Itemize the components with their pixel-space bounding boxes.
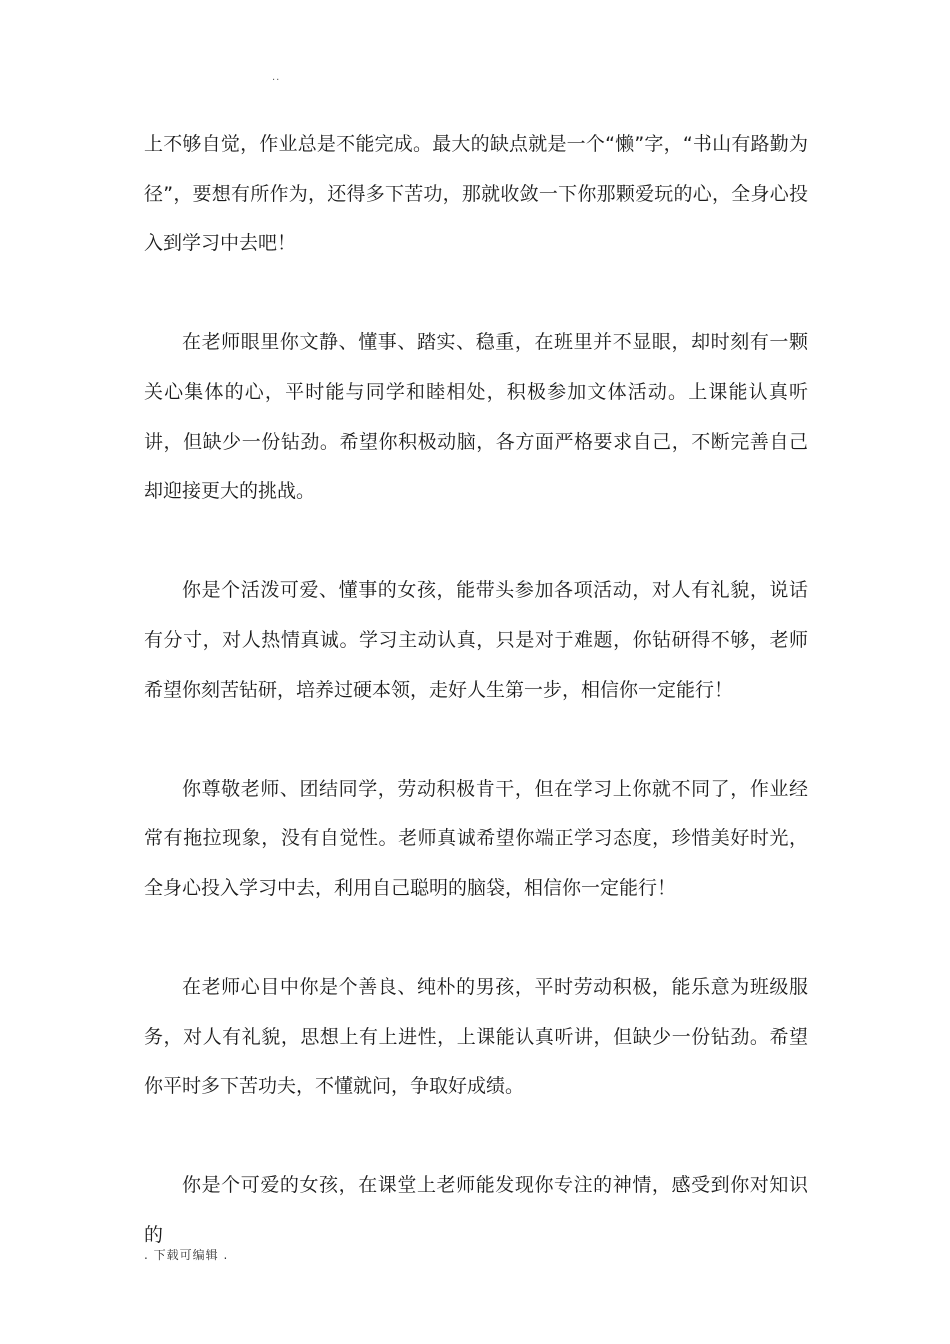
paragraph: 上不够自觉，作业总是不能完成。最大的缺点就是一个“懒”字，“书山有路勤为径”，要想有所作为，还得多下苦功，那就收敛一下你那颗爱玩的心，全身心投入到学习中去吧！ [144, 133, 808, 255]
page-footer: . 下载可编辑 . [144, 1248, 229, 1262]
document-body [144, 120, 808, 1261]
paragraph: 你是个可爱的女孩，在课堂上老师能发现你专注的神情，感受到你对知识的 [144, 1174, 808, 1247]
paragraph: 你尊敬老师、团结同学，劳动积极肯干，但在学习上你就不同了，作业经常有拖拉现象，没有自觉性。老师真诚希望你端正学习态度，珍惜美好时光，全身心投入学习中去，利用自己聪明的脑袋，相信你一定能行！ [144, 777, 808, 899]
header-mark: .. [272, 72, 281, 83]
paragraph: 在老师眼里你文静、懂事、踏实、稳重，在班里并不显眼，却时刻有一颗关心集体的心，平时能与同学和睦相处，积极参加文体活动。上课能认真听讲，但缺少一份钻劲。希望你积极动脑，各方面严格要求自己，不断完善自己却迎接更大的挑战。 [144, 331, 808, 503]
paragraph: 在老师心目中你是个善良、纯朴的男孩，平时劳动积极，能乐意为班级服务，对人有礼貌，思想上有上进性，上课能认真听讲，但缺少一份钻劲。希望你平时多下苦功夫，不懂就问，争取好成绩。 [144, 976, 808, 1098]
paragraph: 你是个活泼可爱、懂事的女孩，能带头参加各项活动，对人有礼貌，说话有分寸，对人热情真诚。学习主动认真，只是对于难题，你钻研得不够，老师希望你刻苦钻研，培养过硬本领，走好人生第一步，相信你一定能行！ [144, 579, 808, 701]
